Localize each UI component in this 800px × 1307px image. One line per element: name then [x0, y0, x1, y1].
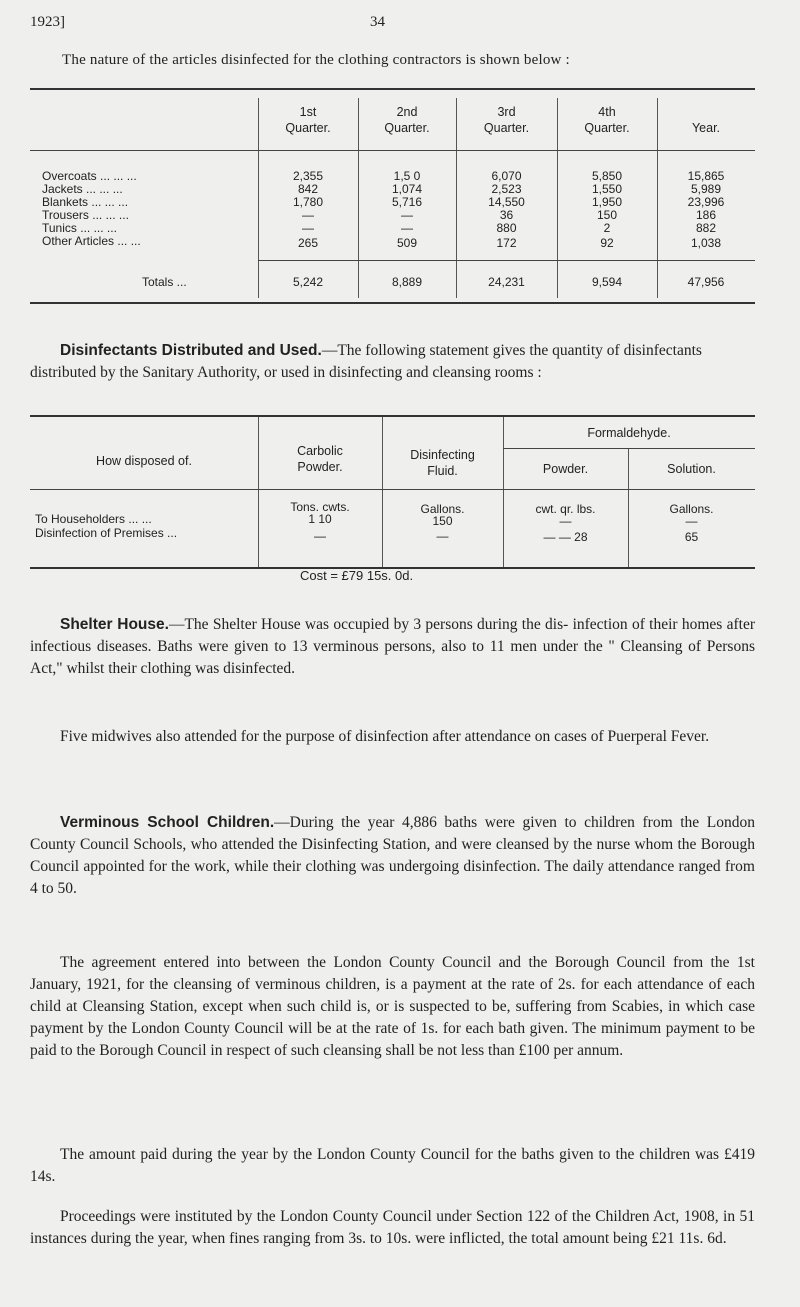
- header-powder: Powder.: [542, 462, 589, 476]
- agreement-text: The agreement entered into between the London County Council and the Borough Council from the 1st January, 1921, for the cleansing of verminous children, is a payment at the rate of 2s. for each attendance of each child at Cleansing Station, except when such child is, or is suspected to be, suffering from Scabies, in which case payment by the London County Council will be at the rate of 1s. for each bath given. The minimum payment to be paid to the Borough Council in respect of such cleansing shall be not less than £100 per annum.: [30, 954, 755, 1059]
- totals-cell: 9,594: [591, 275, 623, 289]
- header-fluid-line1: Disinfecting: [410, 448, 475, 462]
- table-cell: —: [314, 529, 326, 543]
- header-q2: [358, 104, 456, 136]
- row-label: Disinfection of Premises ...: [35, 526, 178, 540]
- verminous-heading: Verminous School Children.: [60, 814, 275, 831]
- verminous-paragraph: [30, 812, 755, 900]
- header-year: 1923]: [30, 14, 65, 30]
- header-q2-line2: Quarter.: [384, 121, 430, 135]
- totals-label: Totals ...: [142, 275, 187, 289]
- shelter-heading: Shelter House.: [60, 616, 169, 633]
- header-q1-line2: Quarter.: [285, 121, 331, 135]
- table-cell: —: [401, 221, 413, 235]
- header-q3-line2: Quarter.: [483, 121, 530, 135]
- table-cell: 2,523: [491, 182, 522, 196]
- midwives-paragraph: [30, 726, 755, 748]
- header-carbolic-line2: Powder.: [297, 460, 343, 474]
- agreement-paragraph: [30, 952, 755, 1062]
- table-cell: 186: [695, 208, 717, 222]
- formaldehyde-rule: [503, 448, 755, 449]
- unit-powder: cwt. qr. lbs.: [535, 502, 596, 516]
- table-cell: 882: [695, 221, 717, 235]
- header-fluid-line2: Fluid.: [427, 464, 458, 478]
- disinfectants-paragraph: [30, 340, 755, 384]
- table-cell: 1,550: [591, 182, 623, 196]
- table-cell: 265: [297, 236, 319, 250]
- header-rule: [30, 489, 755, 490]
- totals-cell: 47,956: [687, 275, 725, 289]
- header-q3-line1: 3rd: [497, 105, 516, 119]
- amount-text: The amount paid during the year by the London County Council for the baths given to the children was £419 14s.: [30, 1146, 755, 1185]
- midwives-text: Five midwives also attended for the purpose of disinfection after attendance on cases of Puerperal Fever.: [60, 728, 710, 745]
- unit-carbolic: Tons. cwts.: [290, 500, 350, 514]
- totals-cell: 8,889: [391, 275, 423, 289]
- table-cell: 150: [596, 208, 618, 222]
- header-q1-line1: 1st: [299, 105, 317, 119]
- table-cell: 842: [297, 182, 319, 196]
- row-label: Blankets ... ... ...: [42, 195, 129, 209]
- header-q1: [258, 104, 358, 136]
- table-cell: 150: [432, 514, 453, 528]
- header-year-col: Year.: [691, 121, 721, 135]
- table-cell: 65: [684, 530, 699, 544]
- table-cell: —: [685, 514, 698, 528]
- table-cell: —: [302, 208, 314, 222]
- table-cell: 172: [496, 236, 517, 250]
- table-cell: —: [302, 221, 314, 235]
- header-disposed: How disposed of.: [96, 454, 192, 468]
- col-divider: [258, 417, 259, 567]
- table-cell: 1,5 0: [393, 169, 421, 183]
- header-q4: [557, 104, 657, 136]
- disinfectants-text: —The following statement gives the quantity of disinfectants distributed by the Sanitary Authority, or used in disinfecting and cleansing rooms :: [30, 342, 702, 381]
- shelter-paragraph: [30, 614, 755, 680]
- totals-rule: [258, 260, 755, 261]
- table-cell: 14,550: [488, 195, 525, 209]
- table-cell: 2: [603, 221, 611, 235]
- totals-cell: 5,242: [292, 275, 324, 289]
- row-label: Other Articles ... ...: [42, 234, 141, 248]
- row-label: Overcoats ... ... ...: [42, 169, 137, 183]
- unit-fluid: Gallons.: [420, 502, 465, 516]
- table-cell: 6,070: [491, 169, 522, 183]
- header-q4-line1: 4th: [598, 105, 616, 119]
- table-cell: —: [401, 208, 413, 222]
- header-formaldehyde: Formaldehyde.: [587, 426, 671, 440]
- table-cell: 509: [396, 236, 418, 250]
- header-rule: [30, 150, 755, 151]
- header-q3: [456, 104, 557, 136]
- header-q2-line1: 2nd: [396, 105, 418, 119]
- disinfectants-heading: Disinfectants Distributed and Used.: [60, 342, 322, 359]
- table-cell: 1 10: [308, 512, 332, 526]
- table-cell: 5,716: [391, 195, 423, 209]
- table-cell: 2,355: [292, 169, 324, 183]
- disinfectants-table: [30, 415, 755, 569]
- table-cell: 880: [496, 221, 517, 235]
- header-solution: Solution.: [667, 462, 716, 476]
- table-cell: 92: [600, 236, 614, 250]
- articles-disinfected-table: [30, 88, 755, 304]
- table-cell: 15,865: [687, 169, 725, 183]
- table-cell: 36: [499, 208, 514, 222]
- table1-caption: The nature of the articles disinfected for the clothing contractors is shown below :: [62, 52, 570, 68]
- proceedings-paragraph: [30, 1206, 755, 1250]
- table-cell: —: [559, 514, 572, 528]
- proceedings-text: Proceedings were instituted by the London County Council under Section 122 of the Children Act, 1908, in 51 instances during the year, when fines ranging from 3s. to 10s. were inflicted, the total amount being £21 11s. 6d.: [30, 1208, 755, 1247]
- shelter-text: —The Shelter House was occupied by 3 persons during the dis- infection of their homes after infectious diseases. Baths were given to 13 verminous persons, also to 11 men under the " Cleansing of Persons Act," whilst their clothing was disinfected.: [30, 616, 755, 677]
- table-cell: — — 28: [543, 530, 588, 544]
- table-cell: 5,850: [591, 169, 623, 183]
- table-cell: 5,989: [690, 182, 722, 196]
- row-label: Tunics ... ... ...: [42, 221, 117, 235]
- col-divider: [382, 417, 383, 567]
- amount-paragraph: [30, 1144, 755, 1188]
- page-header: [30, 14, 770, 38]
- header-carbolic-line1: Carbolic: [297, 444, 343, 458]
- table-cell: 1,950: [591, 195, 623, 209]
- table-cell: 1,074: [391, 182, 423, 196]
- table-cell: 1,038: [690, 236, 722, 250]
- header-fluid: [382, 447, 503, 479]
- totals-cell: 24,231: [488, 275, 525, 289]
- row-label: Trousers ... ... ...: [42, 208, 129, 222]
- table-cell: 1,780: [292, 195, 324, 209]
- row-label: Jackets ... ... ...: [42, 182, 123, 196]
- cost-line: Cost = £79 15s. 0d.: [300, 568, 414, 583]
- table-cell: 23,996: [687, 195, 725, 209]
- header-carbolic: [258, 443, 382, 475]
- header-q4-line2: Quarter.: [584, 121, 630, 135]
- verminous-text: —During the year 4,886 baths were given to children from the London County Council Schools, who attended the Disinfecting Station, and were cleansed by the nurse whom the Borough Council appointed for the work, while their clothing was undergoing disinfection. The daily attendance ranged from 4 to 50.: [30, 814, 755, 897]
- unit-solution: Gallons.: [669, 502, 714, 516]
- row-label: To Householders ... ...: [35, 512, 152, 526]
- table-cell: —: [436, 529, 449, 543]
- page-number: 34: [370, 14, 385, 30]
